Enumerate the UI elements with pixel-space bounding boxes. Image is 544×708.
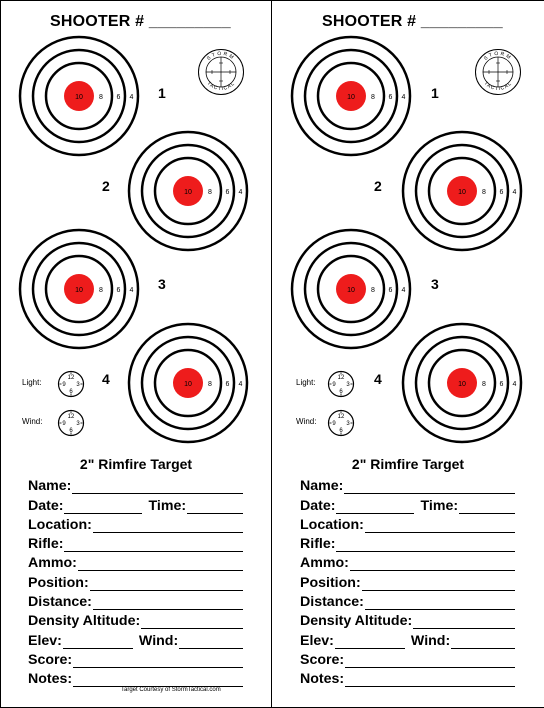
dial-3: 3 [346,382,350,388]
ring-label-6: 6 [499,381,504,388]
ring-label-10: 10 [184,381,192,388]
ring-label-6: 6 [225,381,230,388]
target-3-number: 3 [158,276,166,292]
shooter-number-label: SHOOTER # _________ [50,13,231,30]
dial-6: 6 [339,428,343,434]
target-4 [127,322,249,444]
date-label: Date: [300,497,336,514]
target-1 [18,35,140,157]
target-3 [290,228,412,350]
shooter-number-label: SHOOTER # _________ [322,13,503,30]
location-label: Location: [300,516,364,533]
light-label: Light: [296,378,316,387]
rifle-field[interactable] [336,540,515,552]
name-field[interactable] [72,482,243,494]
ring-label-4: 4 [512,189,517,196]
ring-label-10: 10 [184,189,192,196]
ring-label-8: 8 [208,189,212,196]
shot-log-form [28,475,243,687]
wind-label: Wind: [22,417,43,426]
wind-label: Wind: [296,417,317,426]
dial-12: 12 [67,414,75,420]
elev-label: Elev: [28,632,62,649]
wind-field-label: Wind: [138,632,179,649]
distance-field[interactable] [365,598,515,610]
density-altitude-label: Density Altitude: [28,613,141,630]
dial-9: 9 [332,421,336,427]
logo-top-text: STORM [205,50,237,62]
dial-9: 9 [62,382,66,388]
score-field[interactable] [345,656,515,668]
ammo-field[interactable] [350,559,515,571]
ring-label-8: 8 [99,287,103,294]
dial-3: 3 [76,382,80,388]
notes-field[interactable] [345,675,515,687]
wind-field-label: Wind: [410,632,451,649]
ring-label-10: 10 [347,94,355,101]
ring-label-6: 6 [225,189,230,196]
target-1-number: 1 [431,85,439,101]
logo-bottom-text: TACTICAL [482,80,514,93]
time-field[interactable] [187,502,243,514]
crosshair-logo-icon [197,48,245,96]
ring-label-10: 10 [458,189,466,196]
position-label: Position: [300,574,361,591]
logo-top-text: STORM [482,50,514,62]
location-field[interactable] [93,521,243,533]
light-clock-dial [327,370,355,398]
ring-label-4: 4 [512,381,517,388]
dial-9: 9 [62,421,66,427]
ammo-field[interactable] [78,559,243,571]
dial-9: 9 [332,382,336,388]
ammo-label: Ammo: [300,555,349,572]
dial-3: 3 [346,421,350,427]
light-clock-dial [57,370,85,398]
notes-label: Notes: [300,671,345,688]
target-4-number: 4 [374,371,382,387]
location-field[interactable] [365,521,515,533]
score-label: Score: [300,651,345,668]
ring-label-6: 6 [116,287,121,294]
position-field[interactable] [90,579,243,591]
target-3-number: 3 [431,276,439,292]
date-field[interactable] [336,502,414,514]
distance-label: Distance: [28,594,92,611]
density-altitude-field[interactable] [141,617,243,629]
ring-label-4: 4 [401,94,406,101]
distance-field[interactable] [93,598,243,610]
target-sheet-left [0,0,272,707]
position-label: Position: [28,574,89,591]
time-label: Time: [148,497,187,514]
ring-label-4: 4 [129,94,134,101]
wind-field[interactable] [179,637,243,649]
dial-6: 6 [69,389,73,395]
ring-label-6: 6 [388,287,393,294]
date-field[interactable] [64,502,142,514]
ring-label-8: 8 [371,94,375,101]
name-label: Name: [28,478,72,495]
target-2 [401,130,523,252]
ring-label-10: 10 [347,287,355,294]
rifle-label: Rifle: [28,536,64,553]
elev-field[interactable] [63,637,133,649]
ring-label-8: 8 [371,287,375,294]
target-2-number: 2 [374,178,382,194]
notes-label: Notes: [28,671,73,688]
ring-label-10: 10 [458,381,466,388]
wind-clock-dial [57,409,85,437]
form-title: 2" Rimfire Target [351,456,465,472]
rifle-field[interactable] [64,540,243,552]
target-4-number: 4 [102,371,110,387]
rifle-label: Rifle: [300,536,336,553]
score-label: Score: [28,651,73,668]
logo-bottom-text: TACTICAL [205,80,237,93]
ring-label-4: 4 [129,287,134,294]
panel-divider [271,0,272,707]
ring-label-4: 4 [238,189,243,196]
ring-label-4: 4 [401,287,406,294]
elev-label: Elev: [300,632,334,649]
courtesy-text: Target Courtesy of StormTactical.com [121,687,221,693]
dial-12: 12 [67,375,75,381]
ammo-label: Ammo: [28,555,77,572]
ring-label-4: 4 [238,381,243,388]
ring-label-8: 8 [99,94,103,101]
score-field[interactable] [73,656,243,668]
name-label: Name: [300,478,344,495]
ring-label-10: 10 [75,287,83,294]
time-field[interactable] [459,502,515,514]
location-label: Location: [28,516,92,533]
ring-label-8: 8 [482,189,486,196]
dial-6: 6 [339,389,343,395]
target-2 [127,130,249,252]
density-altitude-field[interactable] [413,617,515,629]
target-sheet-right [272,0,544,707]
light-label: Light: [22,378,42,387]
dial-12: 12 [337,375,345,381]
wind-field[interactable] [451,637,515,649]
target-2-number: 2 [102,178,110,194]
wind-clock-dial [327,409,355,437]
dial-12: 12 [337,414,345,420]
ring-label-10: 10 [75,94,83,101]
target-1 [290,35,412,157]
position-field[interactable] [362,579,515,591]
shot-log-form [300,475,515,687]
ring-label-6: 6 [388,94,393,101]
elev-field[interactable] [335,637,405,649]
time-label: Time: [420,497,459,514]
ring-label-8: 8 [208,381,212,388]
target-4 [401,322,523,444]
target-3 [18,228,140,350]
form-title: 2" Rimfire Target [79,456,193,472]
crosshair-logo-icon [474,48,522,96]
ring-label-6: 6 [116,94,121,101]
date-label: Date: [28,497,64,514]
ring-label-8: 8 [482,381,486,388]
distance-label: Distance: [300,594,364,611]
density-altitude-label: Density Altitude: [300,613,413,630]
name-field[interactable] [344,482,515,494]
notes-field[interactable] [73,675,243,687]
dial-3: 3 [76,421,80,427]
dial-6: 6 [69,428,73,434]
ring-label-6: 6 [499,189,504,196]
target-1-number: 1 [158,85,166,101]
